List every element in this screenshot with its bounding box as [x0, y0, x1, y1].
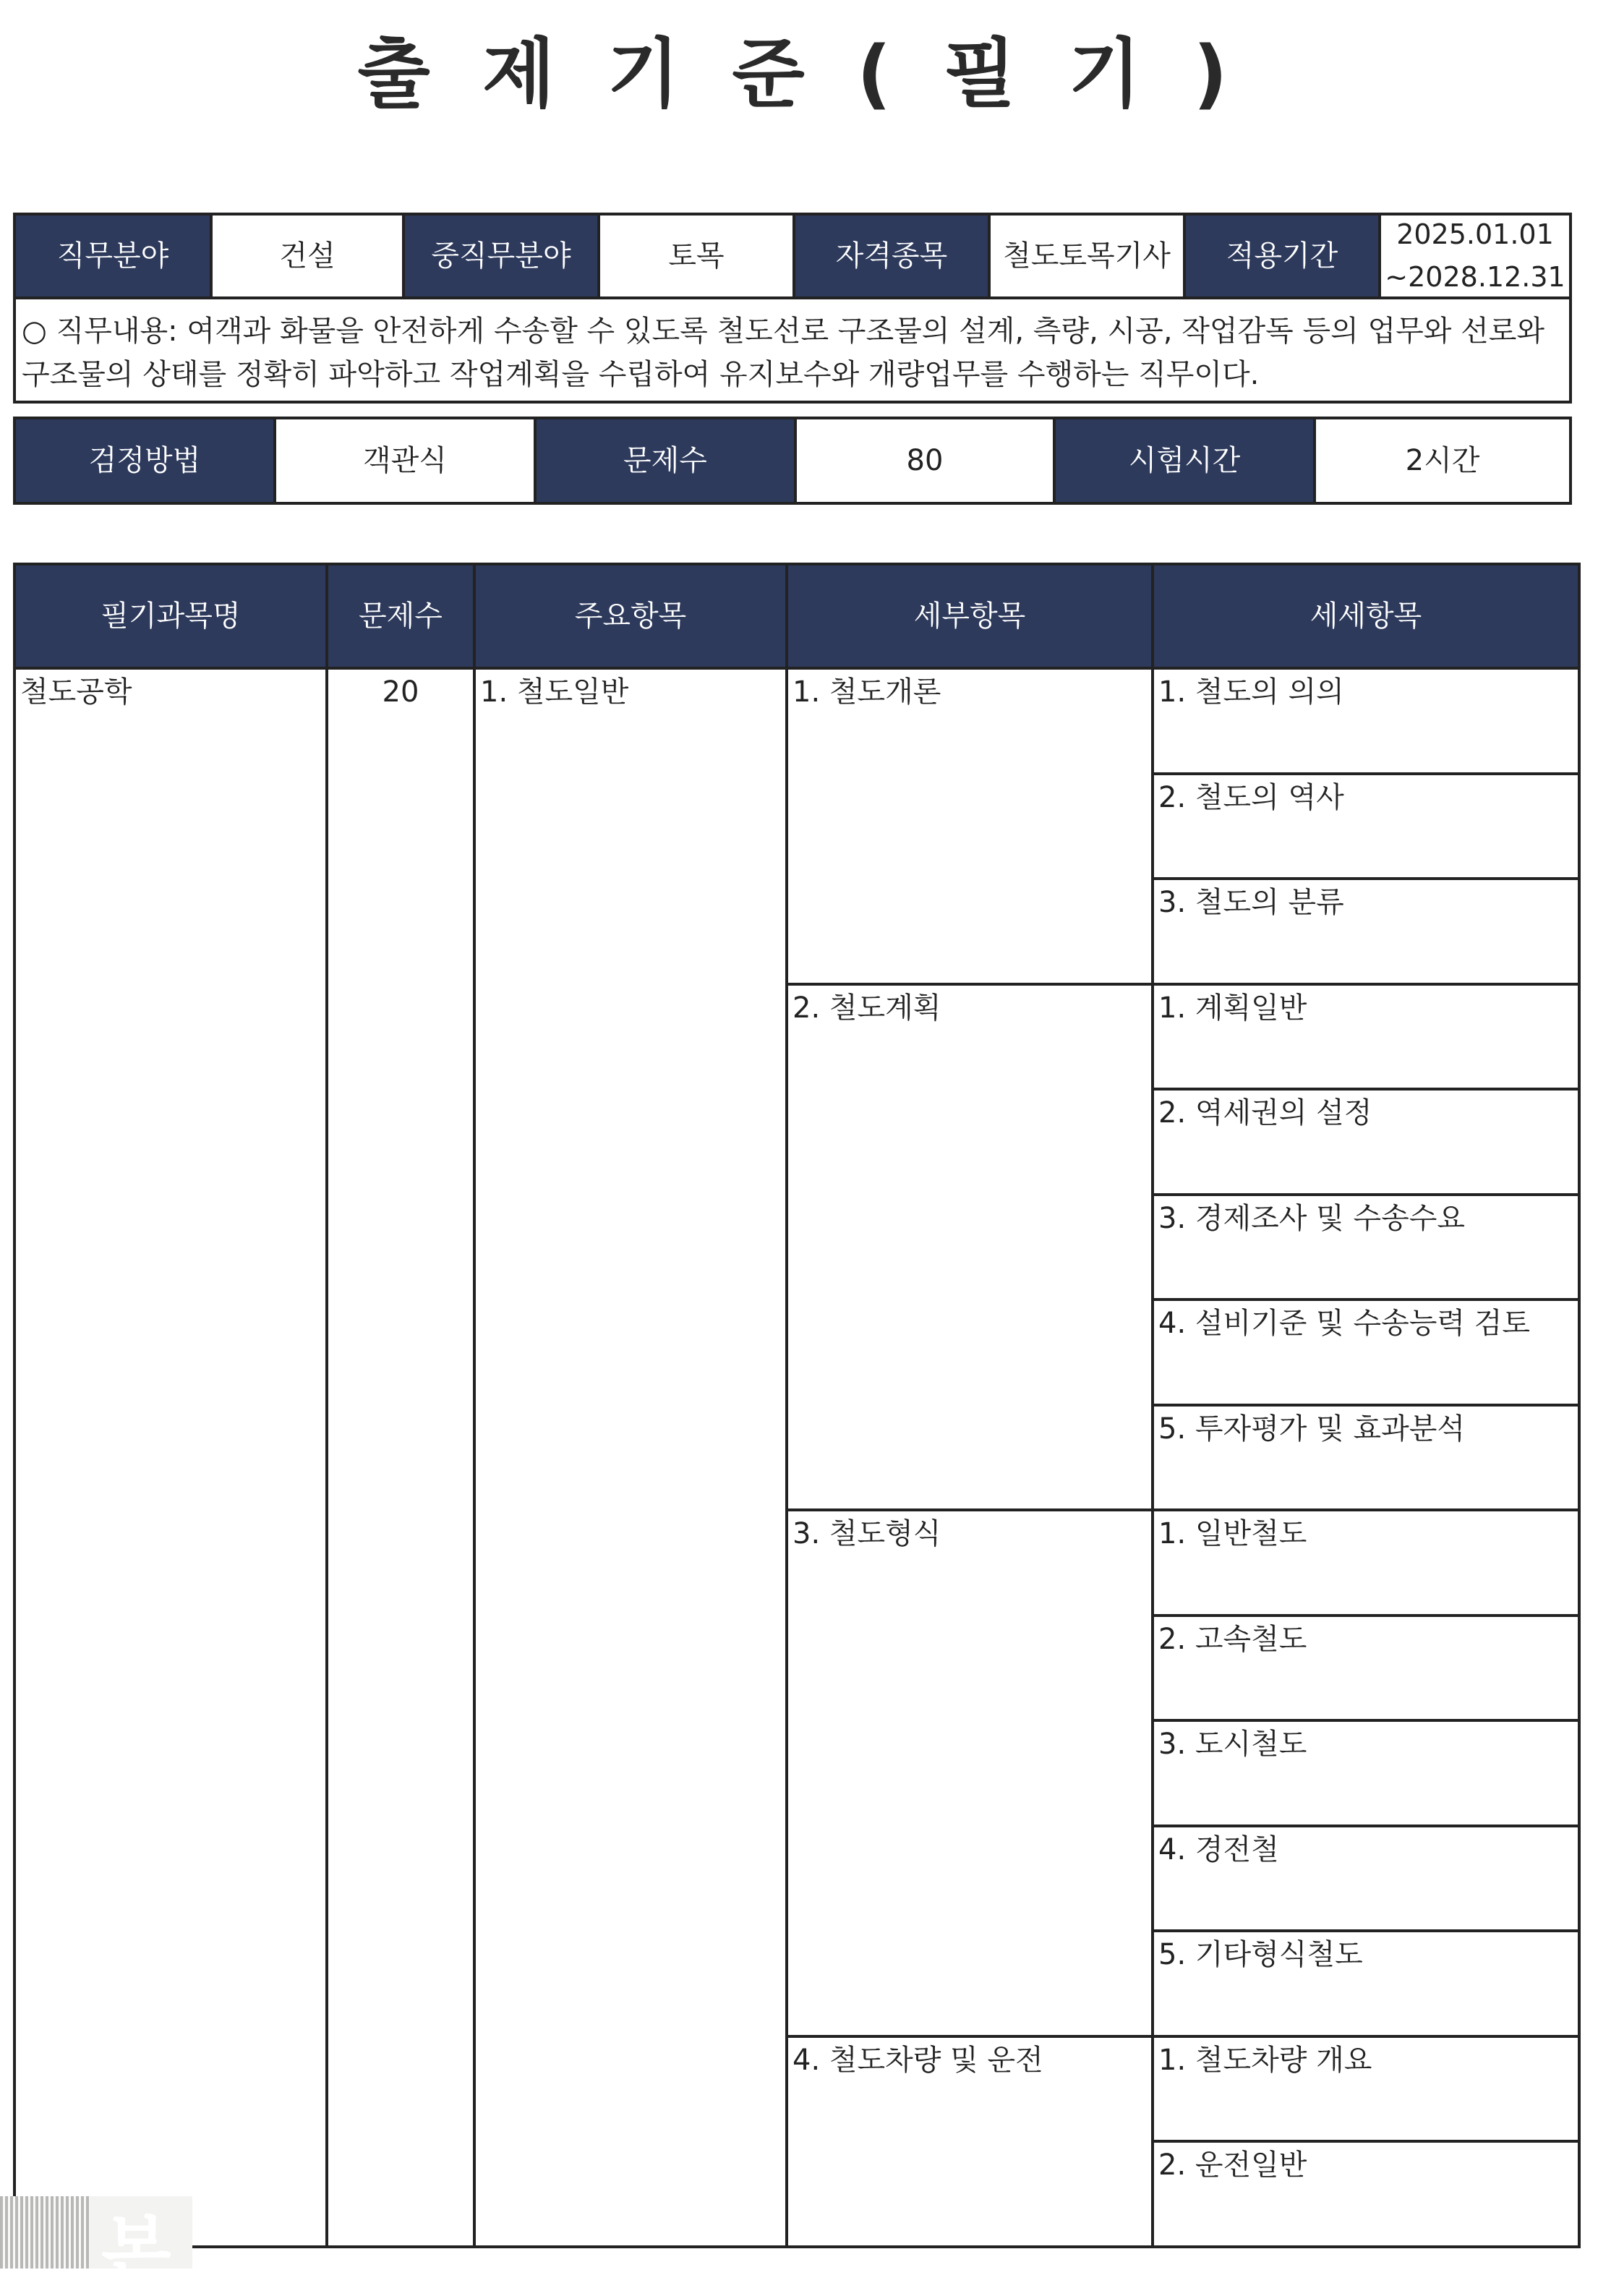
job-field-value: 건설	[210, 213, 405, 299]
sub-detail-item: 3. 도시철도	[1151, 1719, 1581, 1827]
qualification-value: 철도토목기사	[988, 213, 1186, 299]
sub-detail-item: 2. 운전일반	[1151, 2140, 1581, 2248]
header-2: 문제수	[325, 563, 476, 670]
job-field-label: 직무분야	[13, 213, 213, 299]
sub-field-value: 토목	[597, 213, 795, 299]
header-3: 주요항목	[473, 563, 788, 670]
qualification-label: 자격종목	[792, 213, 991, 299]
header-5: 세세항목	[1151, 563, 1581, 670]
detail-item: 1. 철도개론	[785, 667, 1154, 986]
period-label: 적용기간	[1183, 213, 1381, 299]
method-label: 검정방법	[13, 417, 276, 505]
sub-detail-item: 2. 역세권의 설정	[1151, 1088, 1581, 1196]
subject-name: 철도공학	[13, 667, 328, 2248]
subject-count: 20	[325, 667, 476, 2248]
job-description: ○ 직무내용: 여객과 화물을 안전하게 수송할 수 있도록 철도선로 구조물의 설계, 측량, 시공, 작업감독 등의 업무와 선로와 구조물의 상태를 정확히 파악하고 작업계획을 수립하여 유지보수와 개량업무를 수행하는 직무이다.	[13, 296, 1572, 404]
main-item: 1. 철도일반	[473, 667, 788, 2248]
method-value: 객관식	[273, 417, 537, 505]
count-value: 80	[794, 417, 1056, 505]
sub-field-label: 중직무분야	[402, 213, 600, 299]
detail-item: 3. 철도형식	[785, 1508, 1154, 2038]
sub-detail-item: 4. 설비기준 및 수송능력 검토	[1151, 1298, 1581, 1407]
time-value: 2시간	[1313, 417, 1572, 505]
watermark-char: 본	[101, 2208, 171, 2292]
detail-item: 4. 철도차량 및 운전	[785, 2035, 1154, 2248]
watermark-logo	[0, 2196, 192, 2292]
sub-detail-item: 5. 투자평가 및 효과분석	[1151, 1404, 1581, 1512]
watermark-pattern	[0, 2196, 90, 2269]
period-value	[1378, 213, 1572, 299]
sub-detail-item: 3. 철도의 분류	[1151, 877, 1581, 986]
time-label: 시험시간	[1053, 417, 1316, 505]
sub-detail-item: 2. 고속철도	[1151, 1614, 1581, 1723]
period-end: ~2028.12.31	[1385, 261, 1565, 293]
header-4: 세부항목	[785, 563, 1154, 670]
sub-detail-item: 5. 기타형식철도	[1151, 1929, 1581, 2038]
sub-detail-item: 4. 경전철	[1151, 1825, 1581, 1933]
sub-detail-item: 2. 철도의 역사	[1151, 772, 1581, 881]
sub-detail-item: 3. 경제조사 및 수송수요	[1151, 1193, 1581, 1302]
period-start: 2025.01.01	[1396, 218, 1554, 251]
count-label: 문제수	[534, 417, 797, 505]
sub-detail-item: 1. 철도차량 개요	[1151, 2035, 1581, 2143]
sub-detail-item: 1. 철도의 의의	[1151, 667, 1581, 775]
header-1: 필기과목명	[13, 563, 328, 670]
sub-detail-item: 1. 일반철도	[1151, 1508, 1581, 1617]
page-title: 출 제 기 준 ( 필 기 )	[357, 30, 1241, 118]
detail-item: 2. 철도계획	[785, 983, 1154, 1512]
sub-detail-item: 1. 계획일반	[1151, 983, 1581, 1091]
